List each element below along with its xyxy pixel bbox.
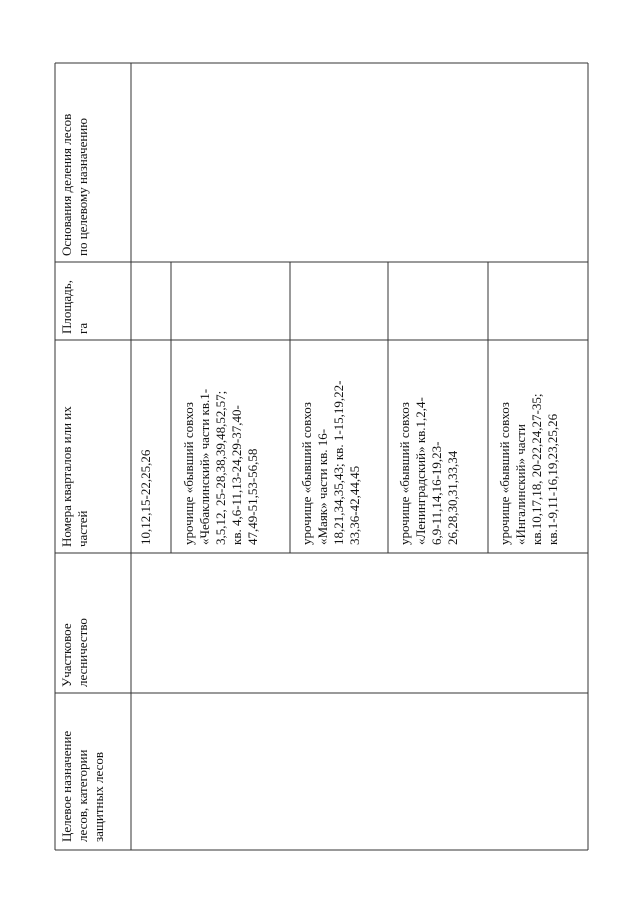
table-row-4-quarters: [397, 397, 461, 545]
table-row-5-quarters: [497, 394, 561, 545]
header-line: Номера кварталов или их: [59, 406, 74, 547]
cell-line: 47,49-51,53-56,58: [245, 448, 260, 545]
cell-line: урочище «бывший совхоз: [497, 402, 512, 545]
cell-line: урочище «бывший совхоз: [299, 402, 314, 545]
table-row-2-quarters: [181, 389, 261, 545]
cell-line: 10,12,15-22,25,26: [138, 449, 153, 545]
cell-line: 3,5,12, 25-28,38,39,48,52,57;: [213, 390, 228, 545]
header-line: защитных лесов: [91, 752, 106, 842]
header-basis: [59, 114, 91, 256]
cell-line: «Маяк» части кв. 16-: [315, 428, 330, 545]
header-forestry: [59, 618, 91, 687]
table-row-1-quarters: [138, 450, 154, 545]
header-line: Площадь,: [59, 280, 74, 334]
table-row-3-quarters: [299, 381, 363, 545]
cell-line: 33,36-42,44,45: [347, 465, 362, 545]
header-line: лесов, категории: [75, 749, 90, 842]
cell-line: «Чебаклинский» части кв.1-: [197, 388, 212, 545]
header-line: Участковое: [59, 623, 74, 687]
header-line: частей: [75, 510, 90, 547]
header-line: га: [75, 322, 90, 334]
cell-line: кв.1-9,11-16,19,23,25,26: [545, 413, 560, 545]
cell-line: урочище «бывший совхоз: [181, 402, 196, 545]
header-quarters: [59, 406, 91, 547]
header-line: Целевое назначение: [59, 730, 74, 842]
header-area: [59, 280, 91, 334]
cell-line: кв.10,17,18, 20-22,24,27-35;: [529, 393, 544, 545]
header-line: лесничество: [75, 618, 90, 687]
header-line: Основания деления лесов: [59, 113, 74, 256]
cell-line: урочище «бывший совхоз: [397, 402, 412, 545]
header-purpose: [59, 731, 107, 842]
cell-line: «Ленинградский» кв.1,2,4-: [413, 397, 428, 545]
cell-line: «Ингалинский» части: [513, 424, 528, 545]
cell-line: кв. 4,6-11,13-24,29-37,40-: [229, 405, 244, 545]
cell-line: 6,9-11,14,16-19,23-: [429, 441, 444, 545]
cell-line: 18,21,34,35,43; кв. 1-15,19,22-: [331, 380, 346, 545]
header-line: по целевому назначению: [75, 118, 90, 256]
cell-line: 26,28,30,31,33,34: [445, 450, 460, 545]
